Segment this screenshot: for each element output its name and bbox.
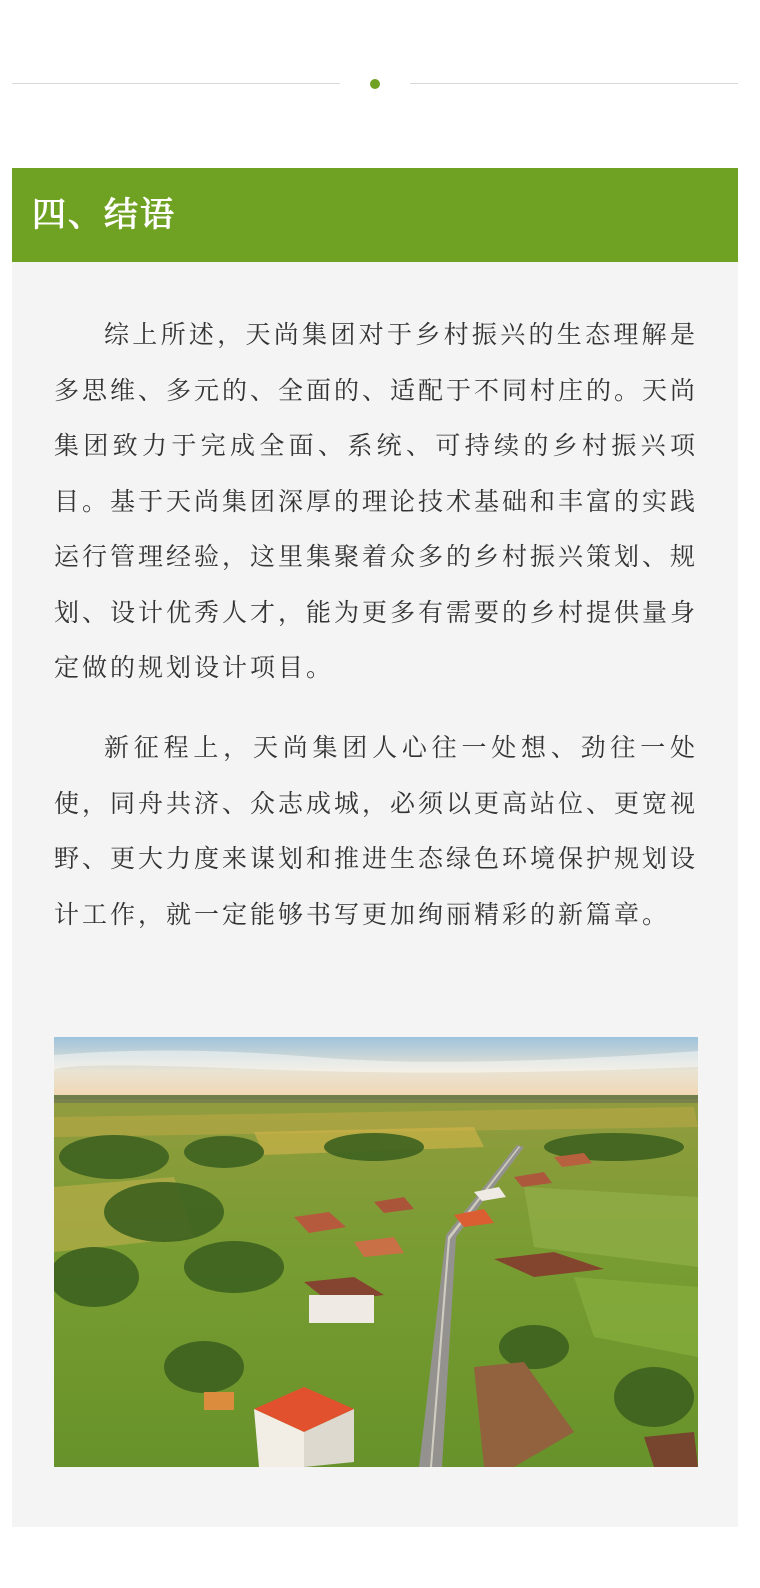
divider-line-right xyxy=(410,83,738,84)
paragraph-conclusion: 综上所述，天尚集团对于乡村振兴的生态理解是多思维、多元的、全面的、适配于不同村庄的。天尚集团致力于完成全面、系统、可持续的乡村振兴项目。基于天尚集团深厚的理论技术基础和丰富的实践运行管理经验，这里集聚着众多的乡村振兴策划、规划、设计优秀人才，能为更多有需要的乡村提供量身定做的规划设计项目。 xyxy=(54,320,699,682)
section-divider xyxy=(12,77,738,91)
section-title: 四、结语 xyxy=(32,195,176,235)
divider-dot xyxy=(370,79,380,89)
article-body xyxy=(12,262,738,1527)
section-header xyxy=(12,168,738,262)
divider-line-left xyxy=(12,83,340,84)
paragraph-new-journey: 新征程上，天尚集团人心往一处想、劲往一处使，同舟共济、众志成城，必须以更高站位、更宽视野、更大力度来谋划和推进生态绿色环境保护规划设计工作，就一定能够书写更加绚丽精彩的新篇章。 xyxy=(54,733,699,929)
village-aerial-photo xyxy=(54,1037,698,1467)
